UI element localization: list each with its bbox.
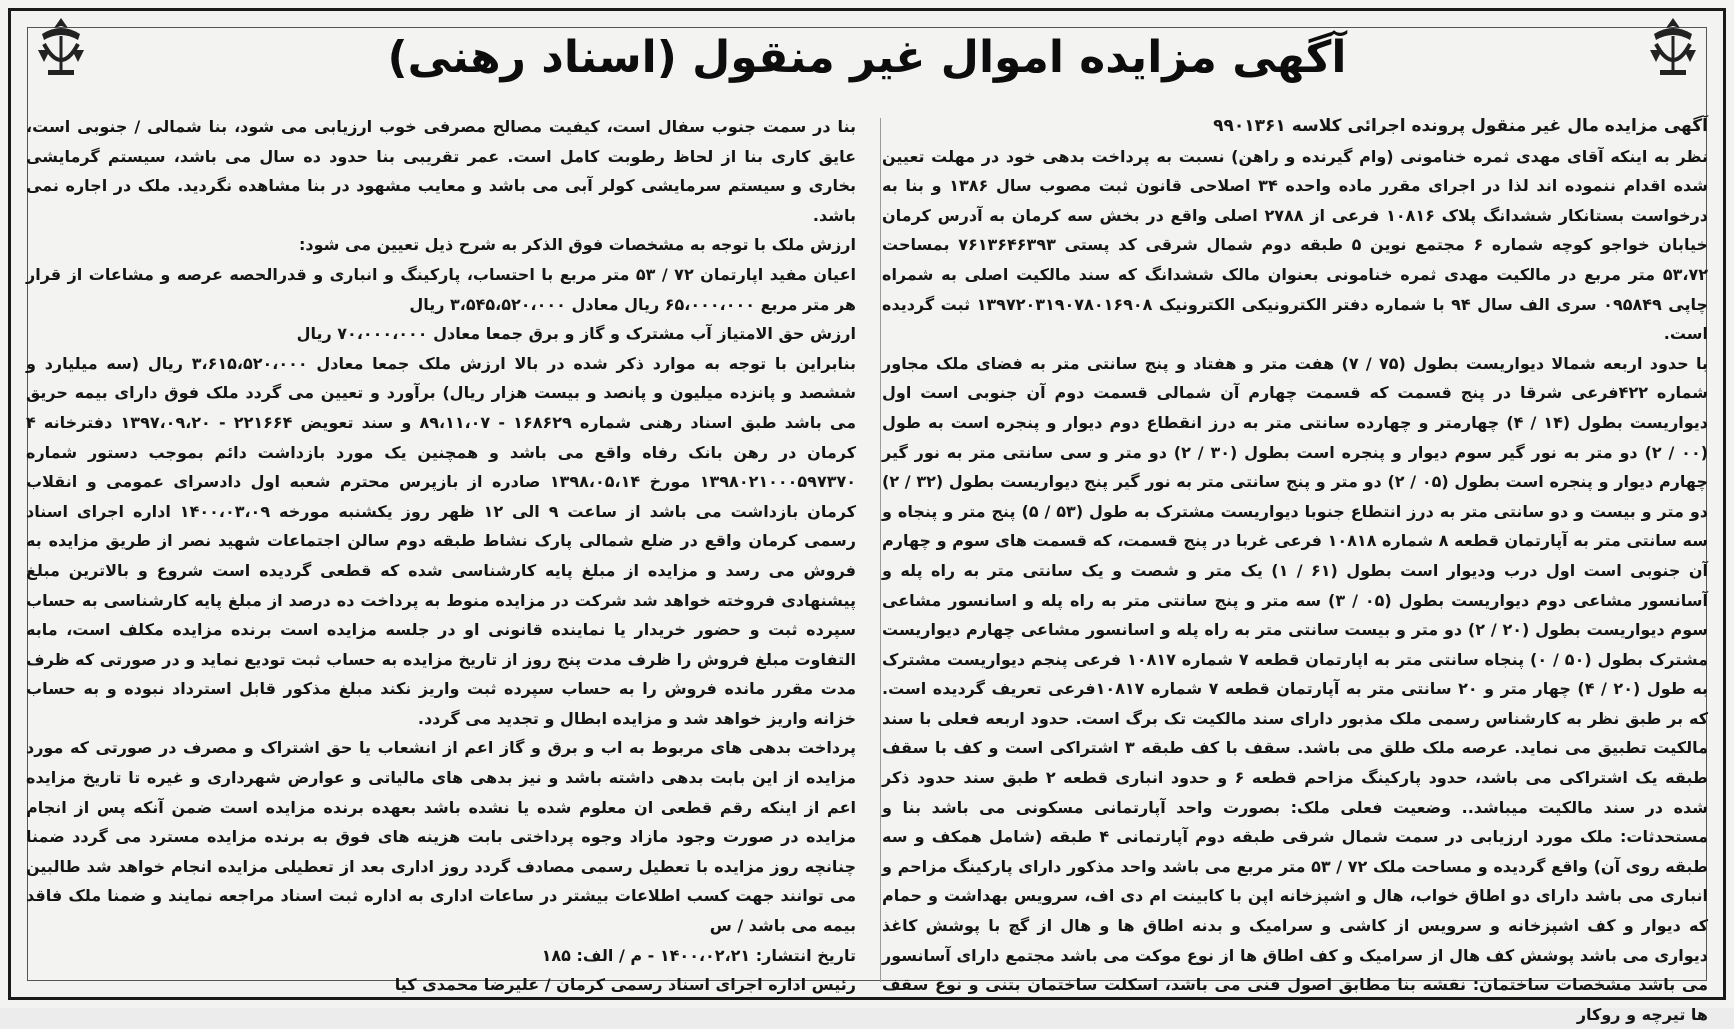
page-title: آگهی مزایده اموال غیر منقول (اسناد رهنی): [387, 32, 1347, 83]
paragraph: با حدود اربعه شمالا دیواریست بطول (۷۵ / ۷) هفت متر و هفتاد و پنج سانتی متر به فضای ملک مجاور شماره ۴۲۲فرعی شرقا در پنج قسمت که قسمت چهارم آن شمالی قسمت دوم آن جنوبی است اول دیواریست بطول (۱۴ / ۴) چهارمتر و چهارده سانتی متر به درز انقطاع دوم دیوار و پنجره است به طول (۰۰ / ۲) دو متر به نور گیر سوم دیوار و پنجره است بطول (۳۰ / ۲) دو متر و سی سانتی متر به نور گیر چهارم دیوار و پنجره است بطول (۰۵ / ۲) دو متر و پنج سانتی متر به نور گیر پنج دیواریست بطول (۳۲ / ۲) دو متر و بیست و دو سانتی متر به درز انتطاع جنوبا دیواریست مشترک به طول (۵۳ / ۵) پنج متر و پنجاه و سه سانتی متر به آپارتمان قطعه ۸ شماره ۱۰۸۱۸ فرعی غربا در پنج قسمت، که قسمت های سوم و چهارم آن جنوبی است اول درب ودیوار است بطول (۶۱ / ۱) یک متر و شصت و یک سانتی متر به راه پله و آسانسور مشاعی دوم دیواریست بطول (۰۵ / ۳) سه متر و پنج سانتی متر به راه پله و اسانسور مشاعی سوم دیواریست بطول (۲۰ / ۲) دو متر و بیست سانتی متر به راه پله و اسانسور مشاعی چهارم دیواریست مشترک بطول (۵۰ / ۰) پنجاه سانتی متر به اپارتمان قطعه ۷ شماره ۱۰۸۱۷ فرعی پنجم دیواریست مشترک به طول (۲۰ / ۴) چهار متر و ۲۰ سانتی متر به آپارتمان قطعه ۷ شماره ۱۰۸۱۷فرعی تعریف گردیده است. که بر طبق نظر به کارشناس رسمی ملک مذبور دارای سند مالکیت تک برگ است. حدود اربعه فعلی با سند مالکیت تطبیق می نماید. عرصه ملک طلق می باشد. سقف با کف طبقه ۳ اشتراکی است و کف با سقف طبقه یک اشتراکی می باشد، حدود پارکینگ مزاحم قطعه ۶ و حدود انباری قطعه ۲ طبق سند حدود ذکر شده در سند مالکیت میباشد.. وضعیت فعلی ملک: بصورت واحد آپارتمانی مسکونی می باشد بنا و مستحدثات: ملک مورد ارزیابی در سمت شمال شرقی طبقه دوم آپارتمانی ۴ طبقه (شامل همکف و سه طبقه روی آن) واقع گردیده و مساحت ملک ۷۲ / ۵۳ متر مربع می باشد واحد مذکور دارای پارکینگ مزاحم و انباری می باشد دارای دو اطاق خواب، هال و اشپزخانه اپن با کابینت ام دی اف، سرویس بهداشت و حمام که دیوار و کف اشپزخانه و سرویس از کاشی و سرامیک و بدنه اطاق ها و هال از گچ با پوشش کاغذ دیواری می باشد پوشش کف هال از سرامیک و کف اطاق ها از نوع موکت می باشد مجتمع دارای آسانسور می باشد مشخصات ساختمان: نقشه بنا مطابق اصول فنی می باشد، اسکلت ساختمان بتنی و نوع سقف ها تیرچه و روکار: [882, 353, 1709, 1024]
article-body: [26, 112, 1709, 1024]
judiciary-emblem-icon: [28, 14, 94, 80]
judiciary-emblem-icon: [1640, 14, 1706, 80]
paragraph: بنا در سمت جنوب سفال است، کیفیت مصالح مصرفی خوب ارزیابی می شود، بنا شمالی / جنوبی است، عایق کاری بنا از لحاظ رطوبت کامل است. عمر تقریبی بنا حدود ده سال می باشد، سیستم گرمایشی بخاری و سیستم سرمایشی کولر آبی می باشد و معایب مشهود در بنا مشاهده نگردید. ملک در اجاره نمی باشد.: [26, 117, 856, 225]
paragraph: اعیان مفید اپارتمان ۷۲ / ۵۳ متر مربع با احتساب، پارکینگ و انباری و قدرالحصه عرصه و مشاعات از قرار هر متر مربع ۶۵،۰۰۰،۰۰۰ ریال معادل ۳،۵۴۵،۵۲۰،۰۰۰ ریال: [26, 264, 856, 314]
publish-date: تاریخ انتشار: ۱۴۰۰،۰۲،۲۱ - م / الف: ۱۸۵: [541, 945, 856, 965]
signature-line: رئیس اداره اجرای اسناد رسمی کرمان / علیرضا محمدی کیا: [394, 975, 856, 995]
paragraph: بنابراین با توجه به موارد ذکر شده در بالا ارزش ملک جمعا معادل ۳،۶۱۵،۵۲۰،۰۰۰ ریال (سه میلیارد و ششصد و پانزده میلیون و پانصد و بیست هزار ریال) برآورد و تعیین می گردد ملک فوق دارای بیمه حریق می باشد طبق اسناد رهنی شماره ۱۶۸۶۲۹ - ۸۹،۱۱،۰۷ و سند تعویض ۲۲۱۶۶۴ - ۱۳۹۷،۰۹،۲۰ دفترخانه ۴ کرمان در رهن بانک رفاه واقع می باشد و همچنین یک مورد بازداشت دائم بموجب دستور شماره ۱۳۹۸۰۲۱۰۰۰۵۹۷۳۷۰ مورخ ۱۳۹۸،۰۵،۱۴ صادره از بازپرس محترم شعبه اول دادسرای عمومی و انقلاب کرمان بازداشت می باشد از ساعت ۹ الی ۱۲ ظهر روز یکشنبه مورخه ۱۴۰۰،۰۳،۰۹ اداره اجرای اسناد رسمی کرمان واقع در ضلع شمالی پارک نشاط طبقه دوم سالن اجتماعات شهید نصر از طریق مزایده به فروش می رسد و مزایده از مبلغ پایه کارشناسی شده که قطعی گردیده است شروع و بالاترین مبلغ پیشنهادی فروخته خواهد شد شرکت در مزایده منوط به پرداخت ده درصد از مبلغ پایه کارشناسی به حساب سپرده ثبت و حضور خریدار یا نماینده قانونی او در جلسه مزایده است برنده مزایده مکلف است، مابه التفاوت مبلغ فروش را ظرف مدت پنج روز از تاریخ مزایده به حساب ثبت تودیع نماید و در صورتی که ظرف مدت مقرر مانده فروش را به حساب سپرده ثبت واریز نکند مبلغ مذکور قابل استرداد نبوده و به حساب خزانه واریز خواهد شد و مزایده ابطال و تجدید می گردد.: [26, 353, 857, 728]
paragraph: ارزش حق الامتیاز آب مشترک و گاز و برق جمعا معادل ۷۰،۰۰۰،۰۰۰ ریال: [296, 324, 856, 344]
right-column: [882, 112, 1709, 1024]
paragraph: ارزش ملک با توجه به مشخصات فوق الذکر به شرح ذیل تعیین می شود:: [299, 235, 856, 255]
paragraph: نظر به اینکه آقای مهدی ثمره خنامونی (وام گیرنده و راهن) نسبت به پرداخت بدهی خود در مهلت تعیین شده اقدام ننموده اند لذا در اجرای مقرر ماده واحده ۳۴ اصلاحی قانون ثبت مصوب سال ۱۳۸۶ و بنا به درخواست بستانکار ششدانگ پلاک ۱۰۸۱۶ فرعی از ۲۷۸۸ اصلی واقع در بخش سه کرمان به آدرس کرمان خیابان خواجو کوچه شماره ۶ مجتمع نوین ۵ طبقه دوم شمال شرقی کد پستی ۷۶۱۳۶۴۶۳۹۳ بمساحت ۵۳،۷۲ متر مربع در مالکیت مهدی ثمره خنامونی بعنوان مالک ششدانگ که سند مالکیت اصلی به شمراه چاپی ۰۹۵۸۴۹ سری الف سال ۹۴ با شماره دفتر الکترونیکی الکترونیک ۱۳۹۷۲۰۳۱۹۰۷۸۰۱۶۹۰۸ ثبت گردیده است.: [882, 146, 1709, 344]
left-column: [26, 112, 857, 995]
paragraph: پرداخت بدهی های مربوط به اب و برق و گاز اعم از انشعاب یا حق اشتراک و مصرف در صورتی که مورد مزایده از این بابت بدهی داشته باشد و نیز بدهی های مالیاتی و عوارض شهرداری و غیره تا تاریخ مزایده اعم از اینکه رقم قطعی ان معلوم شده یا نشده باشد بعهده برنده مزایده است ضمن آنکه پس از انجام مزایده در صورت وجود مازاد وجوه پرداختی بابت هزینه های فوق به برنده مزایده مسترد می گردد ضمنا چنانچه روز مزایده با تعطیل رسمی مصادف گردد روز اداری بعد از تعطیلی مزایده انجام خواهد شد طالبین می توانند جهت کسب اطلاعات بیشتر در ساعات اداری به اداره ثبت اسناد مراجعه نمایند و ضمنا ملک فاقد بیمه می باشد / س: [26, 738, 856, 936]
case-heading: آگهی مزایده مال غیر منقول پرونده اجرائی کلاسه ۹۹۰۱۳۶۱: [1213, 116, 1708, 136]
